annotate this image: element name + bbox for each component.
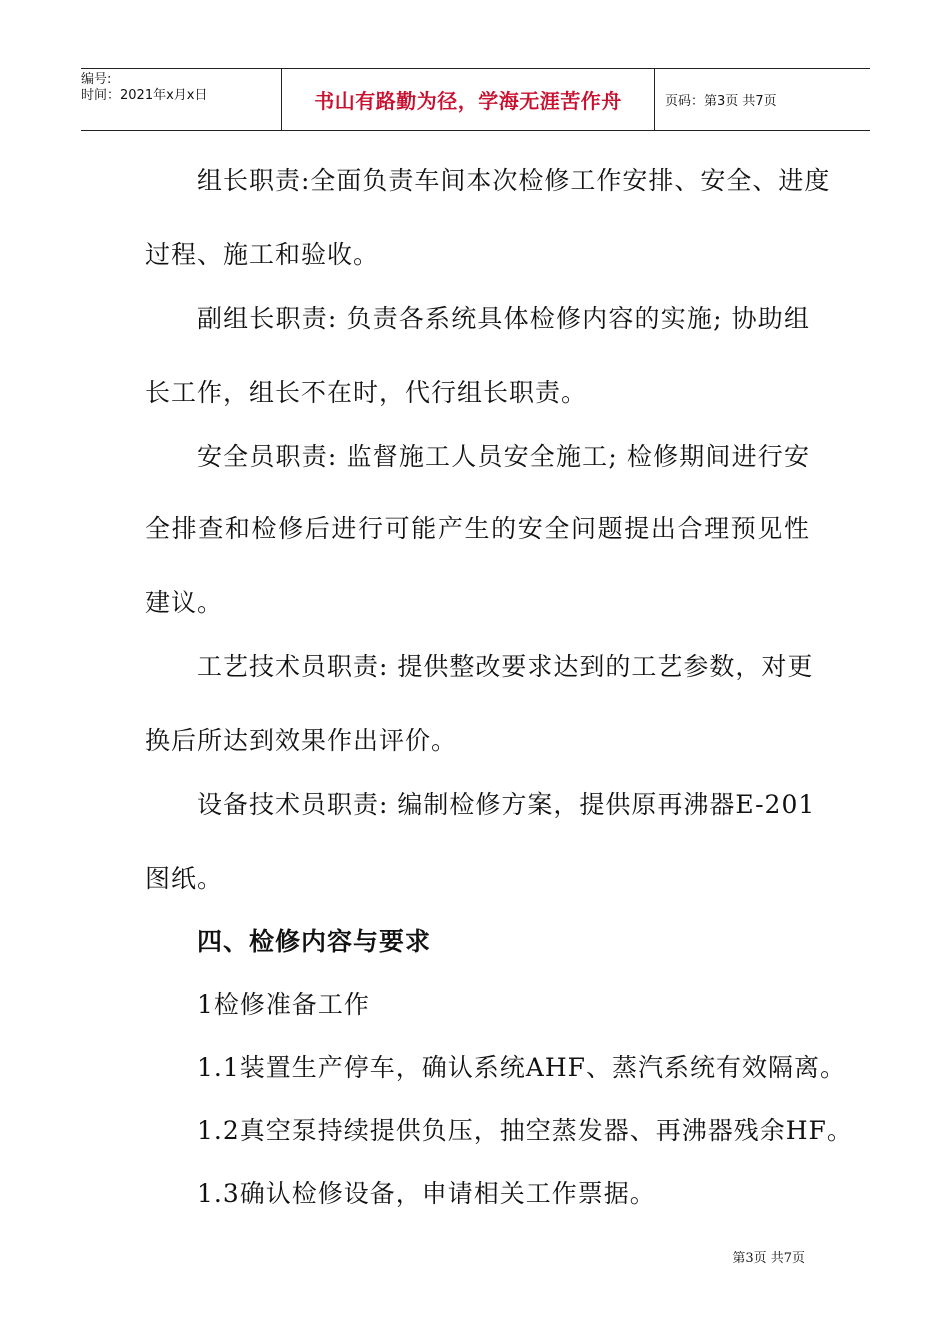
subheading-preparation: 1检修准备工作 bbox=[197, 990, 370, 1019]
paragraph-deputy-line2: 长工作，组长不在时，代行组长职责。 bbox=[145, 378, 588, 407]
section-heading: 四、检修内容与要求 bbox=[197, 927, 432, 956]
paragraph-process-line2: 换后所达到效果作出评价。 bbox=[145, 726, 458, 755]
header-page-number: 页码：第3页 共7页 bbox=[665, 94, 777, 109]
header-meta bbox=[81, 69, 282, 130]
list-item-1-1: 1.1装置生产停车，确认系统AHF、蒸汽系统有效隔离。 bbox=[197, 1053, 846, 1082]
paragraph-safety-line2: 全排查和检修后进行可能产生的安全问题提出合理预见性 bbox=[145, 514, 810, 543]
list-item-1-3: 1.3确认检修设备，申请相关工作票据。 bbox=[197, 1179, 656, 1208]
paragraph-process-line1: 工艺技术员职责: 提供整改要求达到的工艺参数，对更 bbox=[197, 652, 814, 681]
document-time-label: 时间：2021年x月x日 bbox=[81, 88, 208, 103]
paragraph-safety-line1: 安全员职责: 监督施工人员安全施工; 检修期间进行安 bbox=[197, 442, 810, 471]
paragraph-leader-line2: 过程、施工和验收。 bbox=[145, 240, 380, 269]
paragraph-equipment-line1: 设备技术员职责: 编制检修方案，提供原再沸器E-201 bbox=[197, 790, 816, 819]
paragraph-safety-line3: 建议。 bbox=[145, 588, 224, 617]
list-item-1-2: 1.2真空泵持续提供负压，抽空蒸发器、再沸器残余HF。 bbox=[197, 1116, 853, 1145]
document-number-label: 编号: bbox=[81, 72, 112, 87]
footer-page-number: 第3页 共7页 bbox=[732, 1251, 805, 1266]
paragraph-deputy-line1: 副组长职责: 负责各系统具体检修内容的实施; 协助组 bbox=[197, 304, 810, 333]
paragraph-leader-line1: 组长职责:全面负责车间本次检修工作安排、安全、进度 bbox=[197, 166, 831, 195]
paragraph-equipment-line2: 图纸。 bbox=[145, 864, 224, 893]
page-header bbox=[81, 68, 870, 131]
header-motto: 书山有路勤为径，学海无涯苦作舟 bbox=[282, 69, 655, 130]
